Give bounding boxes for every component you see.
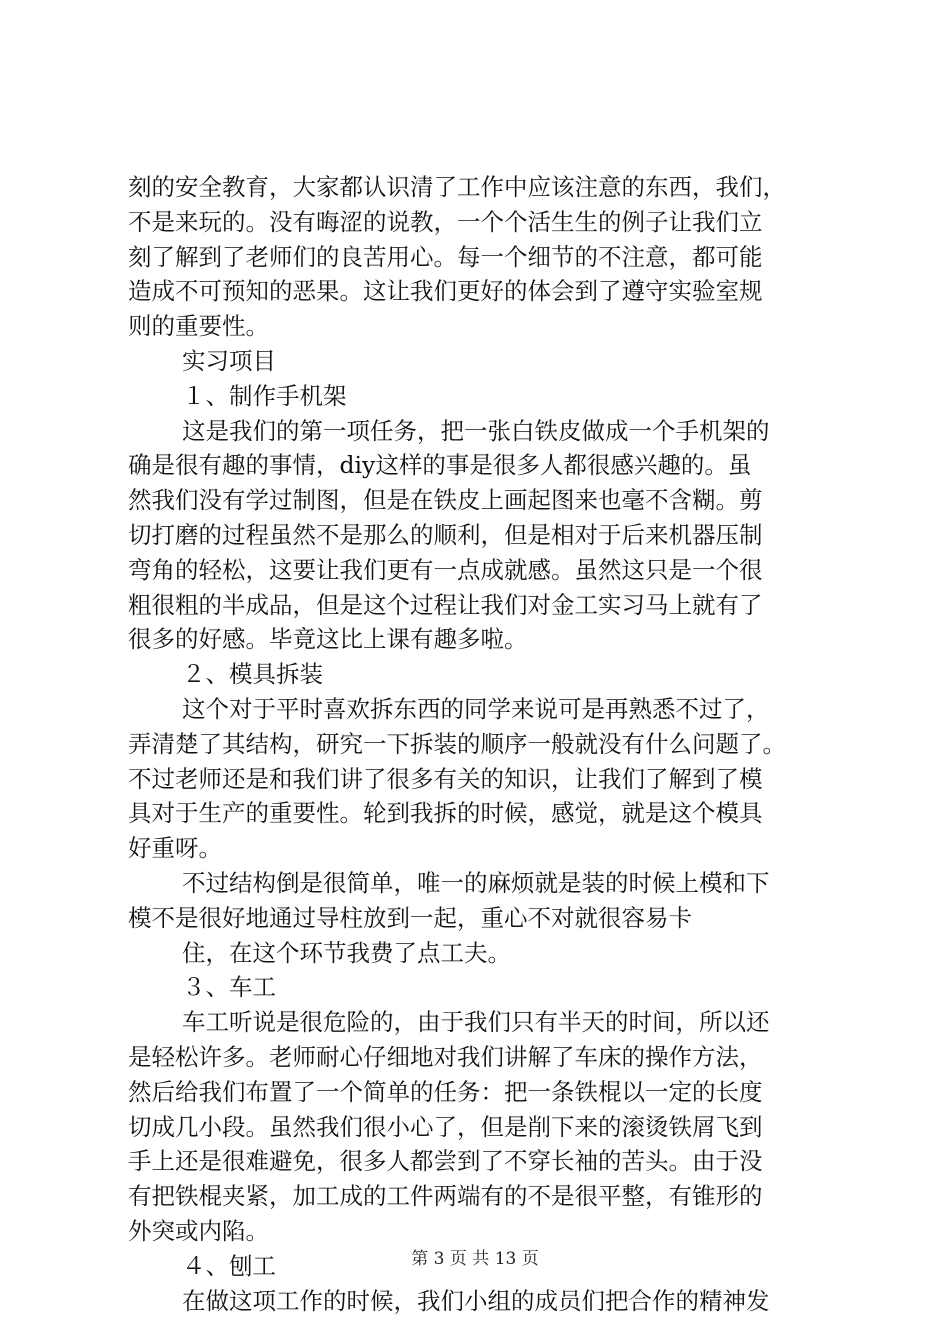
text-line: 是轻松许多。老师耐心仔细地对我们讲解了车床的操作方法，: [128, 1042, 763, 1071]
text-line: 确是很有趣的事情，diy这样的事是很多人都很感兴趣的。虽: [128, 451, 752, 480]
text-line: 切成几小段。虽然我们很小心了，但是削下来的滚烫铁屑飞到: [128, 1112, 763, 1141]
text-line: １、制作手机架: [182, 381, 347, 410]
text-line: 好重呀。: [128, 834, 222, 863]
text-line: 刻的安全教育，大家都认识清了工作中应该注意的东西，我们，: [128, 173, 786, 201]
text-line: 这个对于平时喜欢拆东西的同学来说可是再熟悉不过了，: [182, 694, 770, 723]
text-line: 粗很粗的半成品，但是这个过程让我们对金工实习马上就有了: [128, 590, 763, 619]
text-line: 外突或内陷。: [128, 1216, 269, 1245]
text-line: 弄清楚了其结构，研究一下拆装的顺序一般就没有什么问题了。: [128, 729, 786, 758]
text-line: 有把铁棍夹紧，加工成的工件两端有的不是很平整，有锥形的: [128, 1182, 763, 1211]
text-line: 造成不可预知的恶果。这让我们更好的体会到了遵守实验室规: [128, 277, 763, 306]
text-line: 模不是很好地通过导柱放到一起，重心不对就很容易卡: [128, 903, 692, 932]
text-line: 具对于生产的重要性。轮到我拆的时候，感觉，就是这个模具: [128, 799, 763, 828]
text-line: 然我们没有学过制图，但是在铁皮上画起图来也毫不含糊。剪: [128, 486, 763, 515]
text-line: ３、车工: [182, 973, 276, 1002]
text-line: 则的重要性。: [128, 312, 269, 341]
text-line: ２、模具拆装: [182, 660, 323, 689]
text-line: 弯角的轻松，这要让我们更有一点成就感。虽然这只是一个很: [128, 555, 763, 584]
text-line: 不过结构倒是很简单，唯一的麻烦就是装的时候上模和下: [182, 868, 770, 897]
text-line: 然后给我们布置了一个简单的任务：把一条铁棍以一定的长度: [128, 1077, 763, 1106]
text-line: 很多的好感。毕竟这比上课有趣多啦。: [128, 625, 528, 654]
text-line: 不是来玩的。没有晦涩的说教，一个个活生生的例子让我们立: [128, 207, 763, 236]
text-line: ４、刨工: [182, 1251, 276, 1280]
text-line: 不过老师还是和我们讲了很多有关的知识，让我们了解到了模: [128, 764, 763, 793]
text-line: 在做这项工作的时候，我们小组的成员们把合作的精神发: [182, 1286, 770, 1315]
text-line: 手上还是很难避免，很多人都尝到了不穿长袖的苦头。由于没: [128, 1147, 763, 1176]
text-line: 刻了解到了老师们的良苦用心。每一个细节的不注意，都可能: [128, 242, 763, 271]
text-line: 住，在这个环节我费了点工夫。: [182, 938, 511, 967]
text-line: 这是我们的第一项任务，把一张白铁皮做成一个手机架的: [182, 416, 770, 445]
text-line: 切打磨的过程虽然不是那么的顺利，但是相对于后来机器压制: [128, 520, 763, 549]
page-footer: 第 3 页 共 13 页: [411, 1249, 539, 1269]
text-line: 车工听说是很危险的，由于我们只有半天的时间，所以还: [182, 1008, 770, 1037]
document-body: [128, 170, 828, 1318]
text-line: 实习项目: [182, 346, 276, 375]
